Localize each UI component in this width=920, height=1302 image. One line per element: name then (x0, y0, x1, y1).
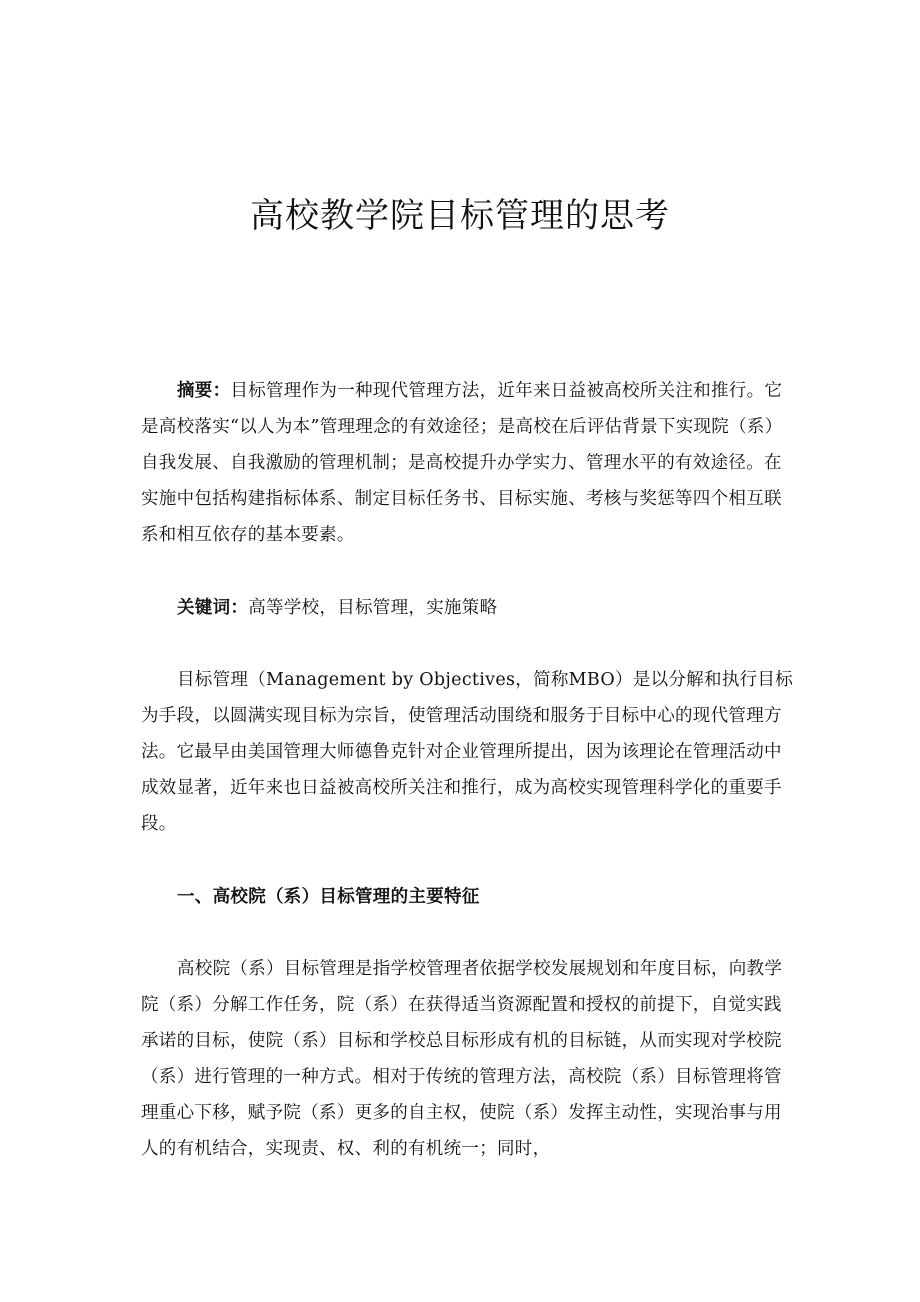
page-title: 高校教学院目标管理的思考 (250, 196, 670, 236)
keywords-label: 关键词： (177, 598, 249, 618)
abstract-label: 摘要： (177, 381, 231, 401)
intro-paragraph: 目标管理（Management by Objectives，简称MBO）是以分解和执行目标为手段，以圆满实现目标为宗旨，使管理活动围绕和服务于目标中心的现代管理方法。它最早由美国管理大师德鲁克针对企业管理所提出，因为该理论在管理活动中成效显著，近年来也日益被高校所关注和推行，成为高校实现管理科学化的重要手段。 (141, 670, 794, 834)
keywords-paragraph (141, 590, 796, 626)
section-1-paragraph: 高校院（系）目标管理是指学校管理者依据学校发展规划和年度目标，向教学院（系）分解工作任务，院（系）在获得适当资源配置和授权的前提下，自觉实践承诺的目标，使院（系）目标和学校总目标形成有机的目标链，从而实现对学校院（系）进行管理的一种方式。相对于传统的管理方法，高校院（系）目标管理将管理重心下移，赋予院（系）更多的自主权，使院（系）发挥主动性，实现治事与用人的有机结合，实现责、权、利的有机统一；同时， (141, 959, 783, 1159)
keywords-text: 高等学校，目标管理，实施策略 (248, 598, 498, 618)
section-heading-1: 一、高校院（系）目标管理的主要特征 (177, 887, 480, 907)
abstract-paragraph (141, 373, 796, 553)
abstract-text: 目标管理作为一种现代管理方法，近年来日益被高校所关注和推行。它是高校落实“以人为本”管理理念的有效途径；是高校在后评估背景下实现院（系）自我发展、自我激励的管理机制；是高校提升办学实力、管理水平的有效途径。在实施中包括构建指标体系、制定目标任务书、目标实施、考核与奖惩等四个相互联系和相互依存的基本要素。 (141, 381, 783, 545)
